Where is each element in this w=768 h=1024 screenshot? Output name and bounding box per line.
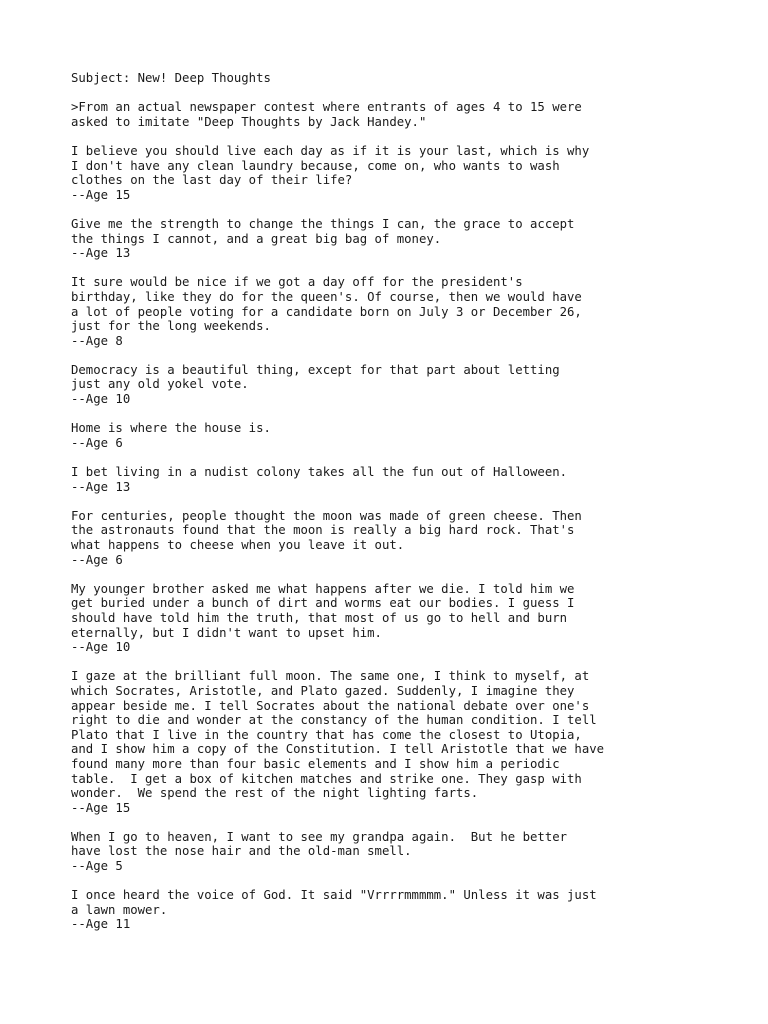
entry-block	[71, 465, 751, 494]
entry-line: which Socrates, Aristotle, and Plato gazed. Suddenly, I imagine they	[71, 683, 575, 698]
entry-age: --Age 10	[71, 640, 131, 655]
entry-line: just any old yokel vote.	[71, 377, 249, 392]
entry-line: I don't have any clean laundry because, come on, who wants to wash	[71, 158, 560, 173]
entry-line: I bet living in a nudist colony takes all the fun out of Halloween.	[71, 465, 568, 480]
entry-line: should have told him the truth, that most of us go to hell and burn	[71, 610, 568, 625]
entry-line: For centuries, people thought the moon was made of green cheese. Then	[71, 508, 582, 523]
entry-line: found many more than four basic elements and I show him a periodic	[71, 756, 560, 771]
intro-line: asked to imitate "Deep Thoughts by Jack Handey."	[71, 114, 427, 129]
entry-line: Home is where the house is.	[71, 421, 271, 436]
document-page	[71, 71, 751, 932]
intro-line: >From an actual newspaper contest where entrants of ages 4 to 15 were	[71, 100, 582, 115]
entry-line: I believe you should live each day as if it is your last, which is why	[71, 143, 590, 158]
entry-line: the things I cannot, and a great big bag of money.	[71, 231, 442, 246]
entry-line: Give me the strength to change the things I can, the grace to accept	[71, 216, 575, 231]
entry-block	[71, 275, 751, 348]
entry-line: just for the long weekends.	[71, 319, 271, 334]
entry-line: get buried under a bunch of dirt and worms eat our bodies. I guess I	[71, 596, 575, 611]
entry-line: a lawn mower.	[71, 902, 168, 917]
entry-line: the astronauts found that the moon is really a big hard rock. That's	[71, 523, 575, 538]
entry-age: --Age 15	[71, 187, 131, 202]
entry-age: --Age 13	[71, 246, 131, 261]
entry-age: --Age 6	[71, 552, 123, 567]
entry-block	[71, 582, 751, 655]
entry-line: a lot of people voting for a candidate born on July 3 or December 26,	[71, 304, 582, 319]
entry-age: --Age 13	[71, 479, 131, 494]
entry-line: birthday, like they do for the queen's. Of course, then we would have	[71, 289, 582, 304]
entry-line: I once heard the voice of God. It said "Vrrrrmmmmm." Unless it was just	[71, 888, 597, 903]
entry-line: what happens to cheese when you leave it out.	[71, 538, 405, 552]
entry-line: My younger brother asked me what happens after we die. I told him we	[71, 581, 575, 596]
entry-block	[71, 669, 751, 815]
entry-line: I gaze at the brilliant full moon. The same one, I think to myself, at	[71, 669, 590, 684]
entry-block	[71, 217, 751, 261]
entry-line: table. I get a box of kitchen matches and strike one. They gasp with	[71, 771, 582, 786]
entry-age: --Age 11	[71, 917, 131, 932]
entry-line: clothes on the last day of their life?	[71, 173, 353, 188]
entry-block	[71, 509, 751, 567]
entry-line: Democracy is a beautiful thing, except for that part about letting	[71, 362, 560, 377]
entry-block	[71, 144, 751, 202]
entry-line: right to die and wonder at the constancy of the human condition. I tell	[71, 713, 597, 728]
entry-line: When I go to heaven, I want to see my grandpa again. But he better	[71, 829, 568, 844]
entry-age: --Age 8	[71, 333, 123, 348]
entry-line: eternally, but I didn't want to upset him.	[71, 625, 382, 640]
subject-line: Subject: New! Deep Thoughts	[71, 71, 271, 85]
intro-paragraph	[71, 100, 751, 129]
entry-line: Plato that I live in the country that has come the closest to Utopia,	[71, 727, 582, 742]
entry-line: and I show him a copy of the Constitution. I tell Aristotle that we have	[71, 742, 605, 757]
entry-block	[71, 830, 751, 874]
entries-list	[71, 144, 751, 932]
entry-block	[71, 888, 751, 932]
entry-block	[71, 421, 751, 450]
entry-age: --Age 10	[71, 392, 131, 407]
entry-line: wonder. We spend the rest of the night lighting farts.	[71, 786, 479, 801]
entry-line: appear beside me. I tell Socrates about the national debate over one's	[71, 698, 590, 713]
entry-block	[71, 363, 751, 407]
entry-age: --Age 6	[71, 435, 123, 450]
entry-age: --Age 15	[71, 800, 131, 815]
entry-line: have lost the nose hair and the old-man smell.	[71, 844, 412, 859]
entry-line: It sure would be nice if we got a day off for the president's	[71, 275, 523, 290]
entry-age: --Age 5	[71, 859, 123, 874]
